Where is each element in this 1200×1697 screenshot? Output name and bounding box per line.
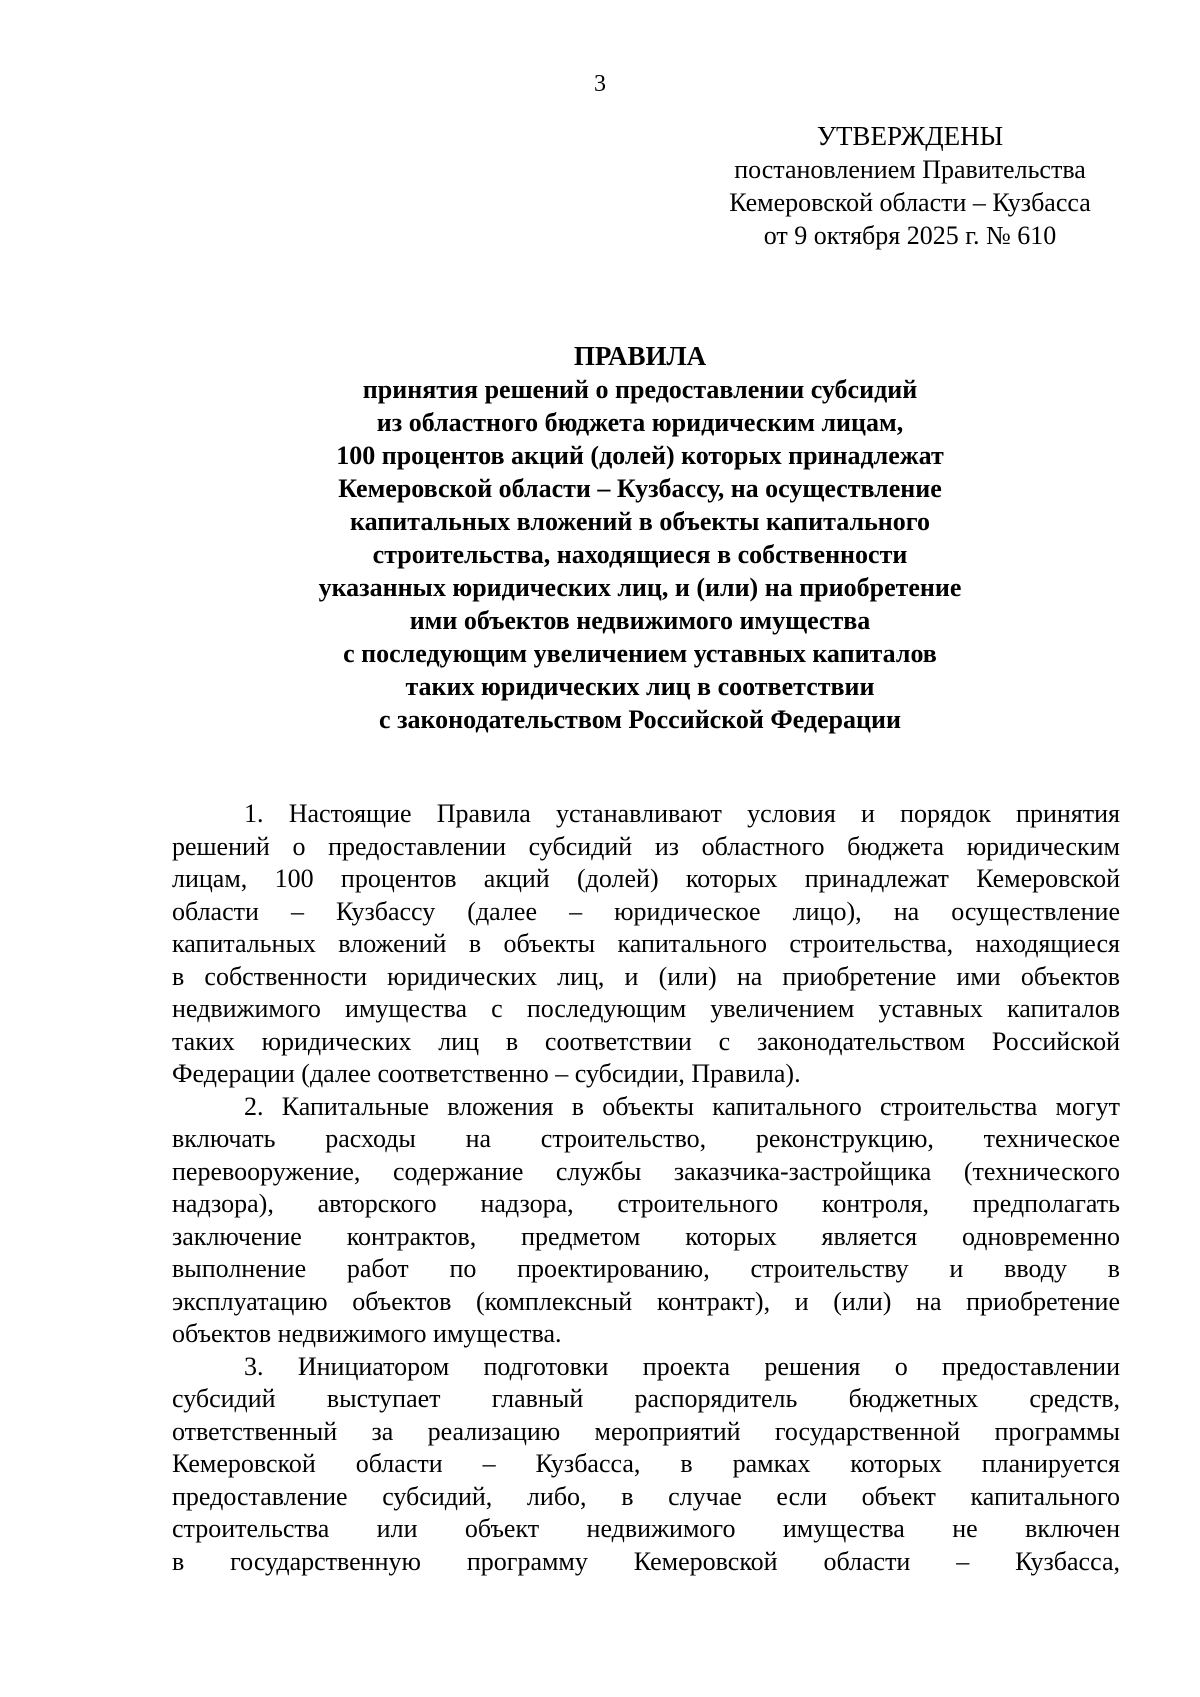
paragraph-line: ответственный за реализацию мероприятий государственной программы [172,1416,1120,1446]
paragraph [172,798,1120,1091]
paragraph [172,1091,1120,1351]
title-line: ими объектов недвижимого имущества [409,606,871,635]
paragraph-line: включать расходы на строительство, реконструкцию, техническое [172,1124,1120,1153]
paragraph-line: в собственности юридических лиц, и (или) на приобретение ими объектов [172,961,1120,991]
approval-line-1: постановлением Правительства [734,155,1086,184]
page-number: 3 [594,71,606,97]
title-line: Кемеровской области – Кузбассу, на осуществление [338,474,942,503]
title-line: из областного бюджета юридическим лицам, [376,408,904,437]
paragraph-line: надзора), авторского надзора, строительного контроля, предполагать [172,1189,1120,1218]
paragraph-line: 1. Настоящие Правила устанавливают условия и порядок принятия [244,799,1120,828]
document-title [160,340,1120,736]
approval-line-2: Кемеровской области – Кузбасса [729,188,1091,217]
approval-head: УТВЕРЖДЕНЫ [816,121,1004,151]
title-line: указанных юридических лиц, и (или) на приобретение [318,573,962,602]
paragraph-line: таких юридических лиц в соответствии с законодательством Российской [172,1026,1120,1056]
paragraph-line: эксплуатацию объектов (комплексный контракт), и (или) на приобретение [172,1286,1120,1316]
paragraph-line: заключение контрактов, предметом которых является одновременно [172,1221,1120,1251]
paragraph-line: области – Кузбассу (далее – юридическое лицо), на осуществление [172,896,1120,926]
title-subtitle [160,373,1120,736]
paragraph-line: выполнение работ по проектированию, строительству и вводу в [172,1254,1120,1283]
paragraph-line: субсидий выступает главный распорядитель бюджетных средств, [172,1384,1120,1413]
title-line: с законодательством Российской Федерации [379,705,901,734]
paragraph-line: лицам, 100 процентов акций (долей) которых принадлежат Кемеровской [172,864,1120,893]
paragraph-line: строительства или объект недвижимого имущества не включен [172,1514,1120,1543]
paragraph-line: предоставление субсидий, либо, в случае если объект капитального [172,1481,1120,1511]
title-line: капитальных вложений в объекты капитального [350,507,930,536]
title-line: строительства, находящиеся в собственности [372,540,908,569]
title-line: 100 процентов акций (долей) которых принадлежат [336,441,944,470]
title-line: таких юридических лиц в соответствии [405,672,875,701]
paragraph-line: в государственную программу Кемеровской области – Кузбасса, [172,1546,1120,1576]
approval-line-3: от 9 октября 2025 г. № 610 [763,221,1057,250]
paragraph-line: Кемеровской области – Кузбасса, в рамках которых планируется [172,1449,1120,1478]
paragraph-line: объектов недвижимого имущества. [172,1319,562,1348]
paragraph-line: решений о предоставлении субсидий из областного бюджета юридическим [172,831,1120,861]
paragraph-line: перевооружение, содержание службы заказчика-застройщика (технического [172,1156,1120,1186]
title-main: ПРАВИЛА [573,341,707,371]
approval-stamp [700,120,1120,252]
paragraph [172,1351,1120,1579]
paragraph-line: 2. Капитальные вложения в объекты капитального строительства могут [244,1091,1120,1121]
paragraph-line: капитальных вложений в объекты капитального строительства, находящиеся [172,929,1120,958]
paragraph-line: 3. Инициатором подготовки проекта решения о предоставлении [244,1351,1120,1381]
title-line: с последующим увеличением уставных капиталов [343,639,937,668]
paragraph-line: недвижимого имущества с последующим увеличением уставных капиталов [172,994,1120,1023]
document-body [172,798,1120,1578]
title-line: принятия решений о предоставлении субсидий [362,375,918,404]
paragraph-line: Федерации (далее соответственно – субсидии, Правила). [172,1059,801,1088]
